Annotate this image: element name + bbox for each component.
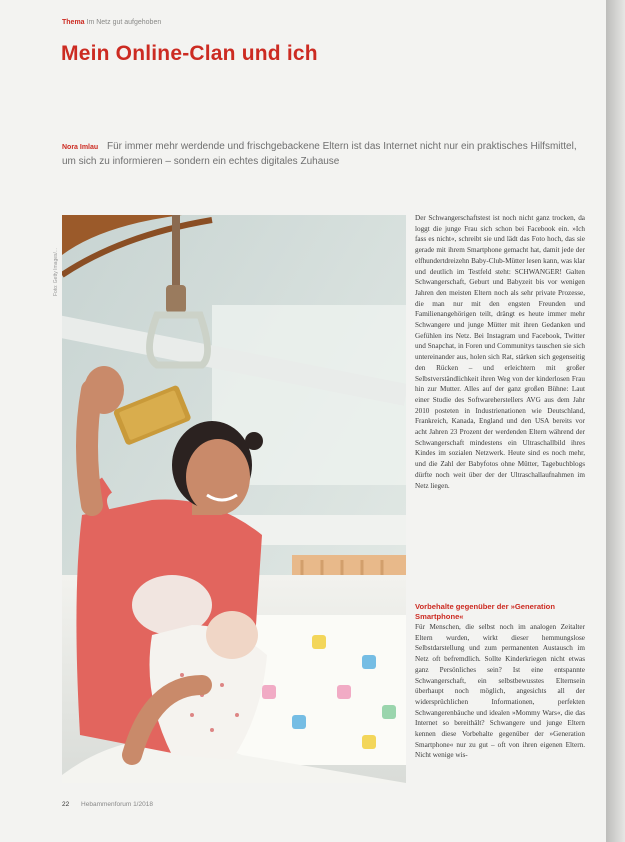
body-column xyxy=(415,213,585,491)
photo-credit: Foto: Getty Images/... xyxy=(53,247,59,296)
article-title: Mein Online-Clan und ich xyxy=(61,42,318,65)
page-number: 22 xyxy=(62,801,70,808)
body-column-2 xyxy=(415,622,585,761)
hospital-selfie-illustration xyxy=(62,215,406,783)
body-paragraph: Der Schwangerschaftstest ist noch nicht ganz trocken, da loggt die junge Frau sich schon bei Facebook ein. »Ich fass es nicht«, schreibt sie und lädt das Foto hoch, das sie gerade mit ihrem Smartphone gemacht hat, damit jede der elfhundertdreizehn Baby-Club-Mütter lesen kann, was klar und deutlich im Testfeld steht: SCHWANGER! Galten Schwangerschaft, Geburt und Babyzeit bis vor wenigen Jahren den meisten Eltern noch als sehr private Prozesse, die man nur mit den engsten Freunden und Familienangehörigen teilt, drängt es heute immer mehr Schwangere und junge Mütter mit ihren Gedanken und Gefühlen ins Netz. Bei Instagram und Facebook, Twitter und Snapchat, in Foren und Communitys tauschen sie sich untereinander aus, holen sich Rat, stärken sich gegenseitig den Rücken – und erleichtern mit großer Selbstverständlichkeit ihren Weg von der kinderlosen Frau hin zur Mutter. Alles auf der ganz großen Bühne: Laut einer Studie des Softwareherstellers AVG aus dem Jahr 2010 posteten in Industrienationen wie Deutschland, Frankreich, Kanada, England und den USA bereits vor acht Jahren 23 Prozent der werdenden Eltern während der Schwangerschaft mindestens ein Ultraschallbild ihres Kindes im sozialen Netzwerk. Heute sind es noch mehr, und die Zahl der Babyfotos ohne Mütter, Tagebuchblogs dürfte noch weit über der der Ultraschallaufnahmen im Netz liegen. xyxy=(415,214,585,490)
author-name: Nora Imlau xyxy=(62,144,99,151)
lede-text: Für immer mehr werdende und frischgebackene Eltern ist das Internet nicht nur ein praktisches Hilfsmittel, um sich zu informieren – sondern ein echtes digitales Zuhause xyxy=(62,141,577,167)
kicker-text: Im Netz gut aufgehoben xyxy=(86,19,162,26)
page-edge xyxy=(606,0,625,842)
publication-name: Hebammenforum 1/2018 xyxy=(81,801,153,808)
page-footer xyxy=(62,801,153,808)
section-heading: Vorbehalte gegenüber der »Generation Smartphone« xyxy=(415,602,555,621)
article-lede xyxy=(62,140,582,169)
article-photo xyxy=(62,215,406,783)
section-kicker xyxy=(62,19,161,26)
kicker-label: Thema xyxy=(62,19,85,26)
body-paragraph-2: Für Menschen, die selbst noch im analogen Zeitalter Eltern wurden, wirkt dieser hemmungslose Selbstdarstellung und zum permanenten Austausch im Netz oft befremdlich. Sollte Kinderkriegen nicht etwas ganz Persönliches sein? Ist eine entspannte Schwangerschaft, ein selbstbewusstes Elternsein überhaupt noch möglich, angesichts all der widersprüchlichen Informationen, perfekten Schwangerenbäuche und idealen »Mommy Wars«, die das Internet so bereithält? Schwangere und junge Eltern kennen diese Vorbehalte gegenüber der »Generation Smartphone« nur zu gut – oft von ihren eigenen Eltern. Nicht wenige wis- xyxy=(415,623,585,760)
